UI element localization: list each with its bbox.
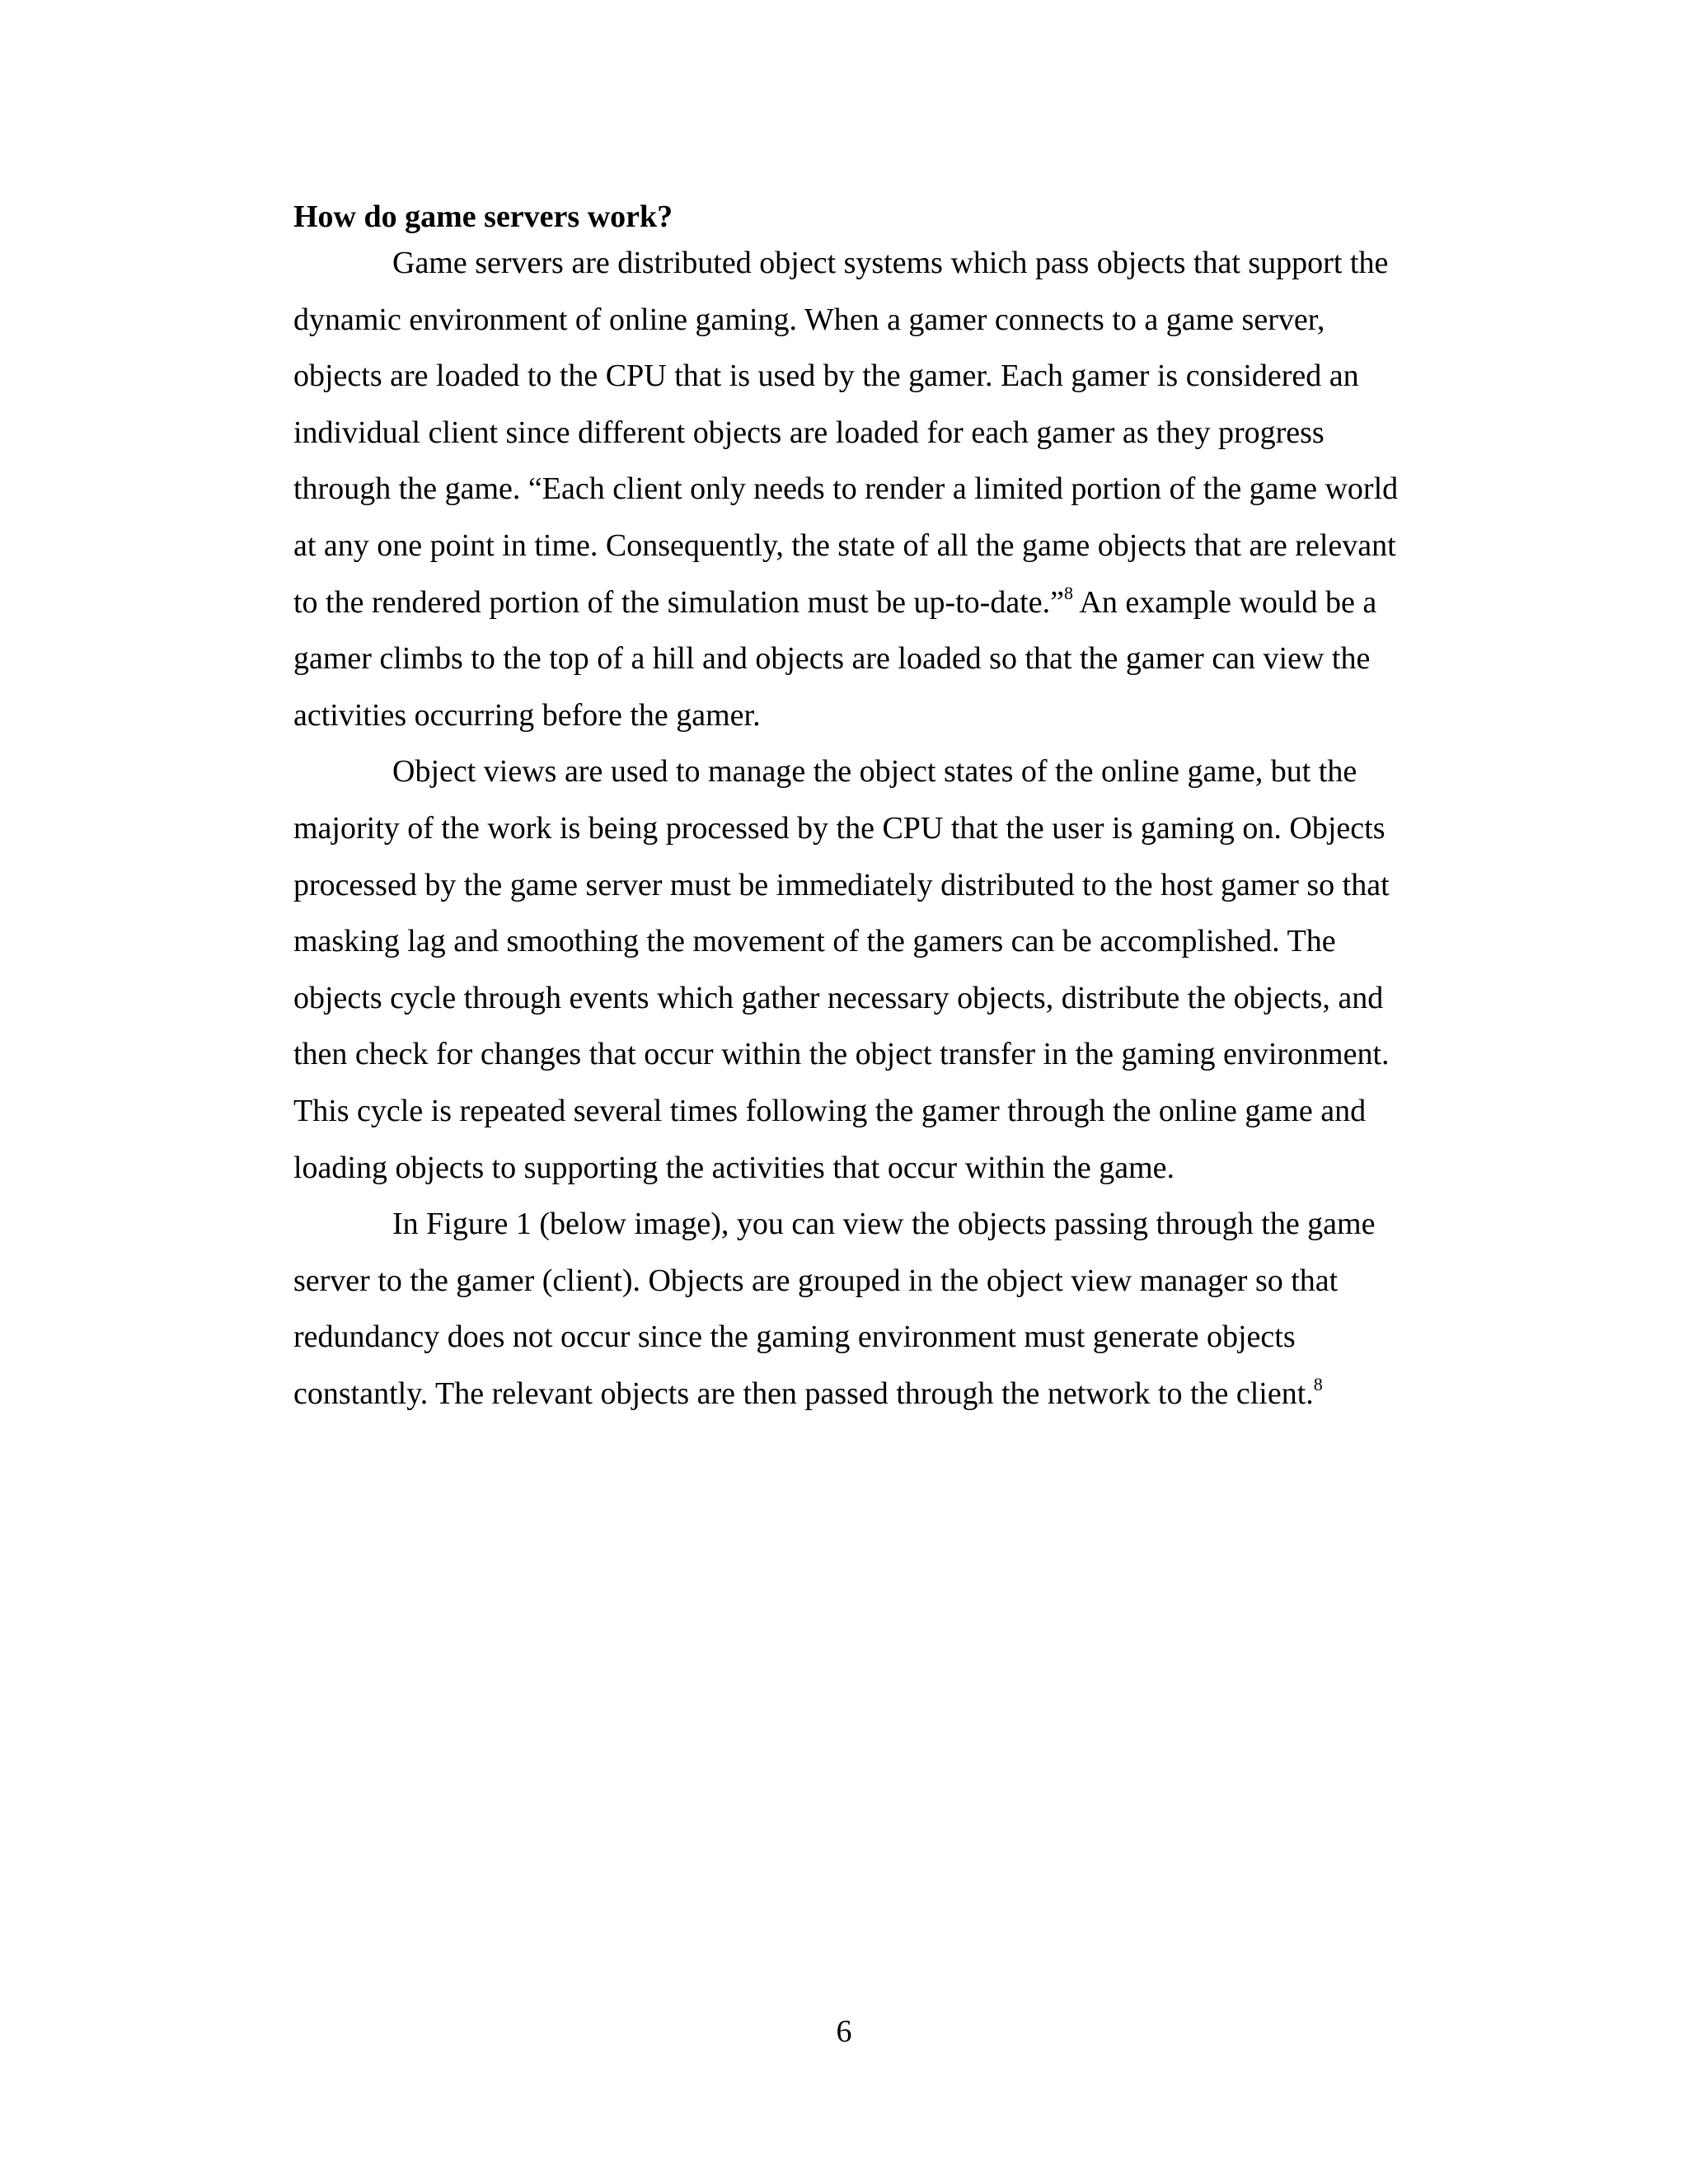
paragraph-line: Object views are used to manage the object states of the online game, but the (392, 754, 1357, 790)
page-number: 6 (836, 2014, 852, 2049)
sentence-text: An example would be a (1072, 584, 1377, 620)
paragraph-line: dynamic environment of online gaming. When a gamer connects to a game server, (293, 302, 1325, 337)
footnote-reference: 8 (1063, 582, 1073, 603)
quote-text: to the rendered portion of the simulation must be up-to-date.” (293, 584, 1064, 620)
paragraph-line: processed by the game server must be immediately distributed to the host gamer so that (293, 867, 1390, 902)
paragraph-line: objects are loaded to the CPU that is used by the gamer. Each gamer is considered an (293, 359, 1359, 394)
paragraph-2 (293, 743, 1454, 1196)
paragraph-line: at any one point in time. Consequently, the state of all the game objects that are relevant (293, 527, 1396, 563)
paragraph-line: through the game. “Each client only needs to render a limited portion of the game world (293, 471, 1399, 507)
paragraph-line: In Figure 1 (below image), you can view the objects passing through the game (392, 1207, 1376, 1242)
paragraph-line: objects cycle through events which gather necessary objects, distribute the objects, and (293, 980, 1384, 1015)
paragraph-line: redundancy does not occur since the gaming environment must generate objects (293, 1319, 1296, 1355)
paragraph-line: Game servers are distributed object systems which pass objects that support the (392, 246, 1389, 280)
sentence-text: constantly. The relevant objects are then passed through the network to the client. (293, 1376, 1314, 1411)
paragraph-line: server to the gamer (client). Objects are grouped in the object view manager so that (293, 1263, 1339, 1298)
paragraph-line: loading objects to supporting the activities that occur within the game. (293, 1150, 1175, 1185)
paragraph-3 (293, 1196, 1454, 1422)
paragraph-line: majority of the work is being processed by the CPU that the user is gaming on. Objects (293, 810, 1386, 846)
paragraph-line: individual client since different objects are loaded for each gamer as they progress (293, 415, 1325, 450)
paragraph-line: masking lag and smoothing the movement of the gamers can be accomplished. The (293, 924, 1336, 959)
page-content (293, 196, 1454, 1422)
paragraph-line: then check for changes that occur within the object transfer in the gaming environment. (293, 1037, 1390, 1072)
paragraph-line (293, 574, 1454, 631)
footnote-reference: 8 (1313, 1374, 1323, 1395)
paragraph-line: gamer climbs to the top of a hill and objects are loaded so that the gamer can view the (293, 641, 1371, 677)
paragraph-line: This cycle is repeated several times following the gamer through the online game and (293, 1093, 1367, 1128)
paragraph-line (293, 1366, 1454, 1422)
paragraph-1 (293, 235, 1454, 743)
paragraph-line: activities occurring before the gamer. (293, 697, 761, 733)
section-heading: How do game servers work? (293, 199, 673, 234)
